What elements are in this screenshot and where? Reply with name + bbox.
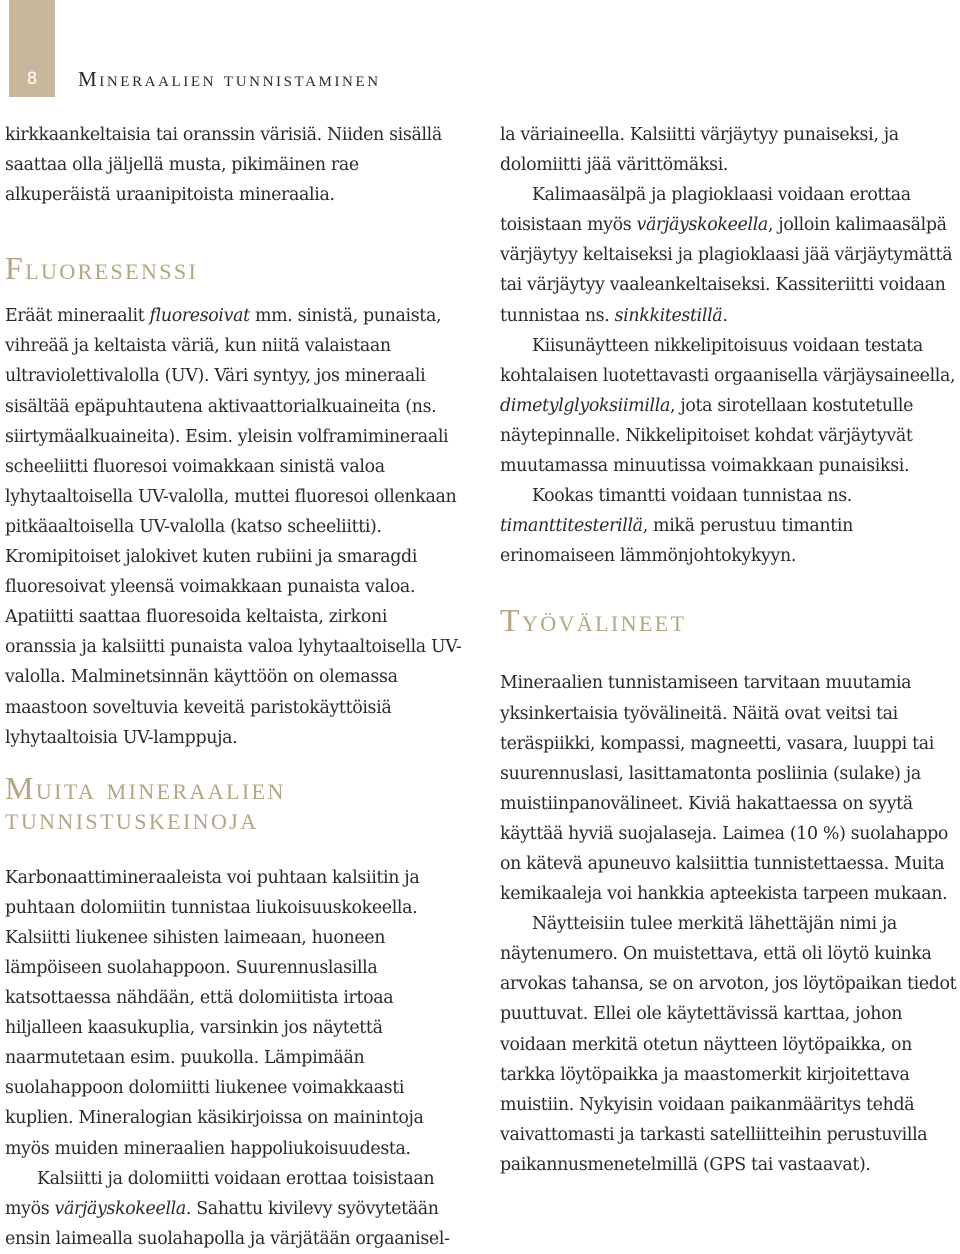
nickel-text-start: Kiisunäytteen nikkelipitoisuus voidaan testata kohtalaisen luotettavasti orgaanisella värjäysaineella, xyxy=(500,335,956,386)
fluorescence-paragraph xyxy=(5,301,463,752)
continuation-paragraph: la väriaineella. Kalsiitti värjäytyy punaiseksi, ja dolomiitti jää värittömäksi. xyxy=(500,125,899,176)
nickel-paragraph xyxy=(500,331,958,481)
feldspar-term: värjäyskokeella xyxy=(636,215,768,236)
feldspar-text-middle: , jolloin kalimaasälpä värjäytyy keltaiseksi ja plagioklaasi jää värjäytymättä tai värjäytyy vaaleankeltaiseksi. Kassiteriitti voidaan tunnistaa ns. xyxy=(500,215,953,326)
staining-paragraph xyxy=(5,1164,463,1254)
section-heading-other-methods xyxy=(5,769,463,836)
heading-line-2: tunnistuskeinoja xyxy=(5,799,259,836)
nickel-text-rest: , jota sirotellaan kostutetulle näytepinnalle. Nikkelipitoiset kohdat värjäytyvät muutamassa minuutissa voimakkaan punaisiksi. xyxy=(500,395,914,477)
diamond-term: timanttitesterillä xyxy=(500,516,643,537)
tools-paragraph: Mineraalien tunnistamiseen tarvitaan muutamia yksinkertaisia työvälineitä. Näitä ovat veitsi tai teräspiikki, kompassi, magneetti, vasara, luuppi tai suurennuslasi, lasittamatonta posliinia (sulake) ja muistiinpanovälineet. Kiviä hakattaessa on syytä käyttää hyviä suojalaseja. Laimea (10 %) suolahappo on kätevä apuneuvo kalsiittia tunnistettaessa. Muita kemikaaleja voi hankkia apteekista tarpeen mukaan. xyxy=(500,673,949,905)
staining-term: värjäyskokeella xyxy=(54,1198,186,1219)
page-number: 8 xyxy=(26,69,38,89)
diamond-text-rest: , mikä perustuu timantin erinomaiseen lämmönjohtokykyyn. xyxy=(500,516,853,567)
running-header-title: Mineraalien tunnistaminen xyxy=(78,67,381,91)
right-column xyxy=(500,120,958,1180)
feldspar-text-start: Kalimaasälpä ja plagioklaasi voidaan erottaa toisistaan myös xyxy=(500,185,911,236)
fluorescence-text-rest: mm. sinistä, punaista, vihreää ja keltaista väriä, kun niitä valaistaan ultraviolettivalolla (UV). Väri syntyy, jos mineraali sisältää epäpuhtautena aktivaattorialkuaineita (ns. siirtymäalkuaineita). Esim. yleisin volframimineraali scheeliitti fluoresoi voimakkaan sinistä valoa lyhytaaltoisella UV-valolla, muttei fluoresoi ollenkaan pitkäaaltoisella UV-valolla (katso scheeliitti). Kromipitoiset jalokivet kuten rubiini ja smaragdi fluoresoivat yleensä voimakkaan punaista valoa. Apatiitti saattaa fluoresoida keltaista, zirkoni oranssia ja kalsiitti punaista valoa lyhytaaltoisella UV-valolla. Malminetsinnän käyttöön on olemassa maastoon soveltuvia keveitä paristokäyttöisiä lyhytaaltoisia UV-lamppuja. xyxy=(5,306,462,748)
fluorescence-text-start: Eräät mineraalit xyxy=(5,306,150,327)
diamond-text-start: Kookas timantti voidaan tunnistaa ns. xyxy=(532,486,852,507)
nickel-term: dimetylglyoksiimilla xyxy=(500,395,670,416)
section-heading-tools: Työvälineet xyxy=(500,602,687,639)
feldspar-paragraph xyxy=(500,180,958,330)
heading-line-1: Muita mineraalien xyxy=(5,769,286,806)
left-column xyxy=(5,120,463,1254)
staining-text-rest: . Sahattu kivilevy syövytetään ensin laimealla suolahapolla ja värjätään orgaanisel- xyxy=(5,1198,450,1249)
fluorescence-term: fluoresoivat xyxy=(149,306,250,327)
page-number-tab xyxy=(9,0,55,97)
solubility-paragraph: Karbonaattimineraaleista voi puhtaan kalsiitin ja puhtaan dolomiitin tunnistaa liukoisuuskokeella. Kalsiitti liukenee sihisten laimeaan, huoneen lämpöiseen suolahappoon. Suurennuslasilla katsottaessa nähdään, että dolomiitista irtoaa hiljalleen kaasukuplia, varsinkin jos näytettä naarmutetaan esim. puukolla. Lämpimään suolahappoon dolomiitti liukenee voimakkaasti kuplien. Mineralogian käsikirjoissa on mainintoja myös muiden mineraalien happoliukoisuudesta. xyxy=(5,867,424,1159)
staining-text-start: Kalsiitti ja dolomiitti voidaan erottaa toisistaan myös xyxy=(5,1168,435,1219)
zinc-test-term: sinkkitestillä xyxy=(614,305,723,326)
feldspar-text-end: . xyxy=(722,305,728,326)
diamond-paragraph xyxy=(500,481,958,571)
intro-paragraph: kirkkaankeltaisia tai oranssin värisiä. Niiden sisällä saattaa olla jäljellä musta, pikimäinen rae alkuperäistä uraanipitoista mineraalia. xyxy=(5,125,442,206)
labeling-paragraph: Näytteisiin tulee merkitä lähettäjän nimi ja näytenumero. On muistettava, että oli löytö kuinka arvokas tahansa, se on arvoton, jos löytöpaikan tiedot puuttuvat. Ellei ole käytettävissä karttaa, johon voidaan merkitä otetun näytteen löytöpaikka, on tarkka löytöpaikka ja maastomerkit kirjoitettava muistiin. Nykyisin voidaan paikanmääritys tehdä vaivattomasti ja tarkasti satelliitteihin perustuvilla paikannusmenetelmillä (GPS tai vastaavat). xyxy=(500,914,957,1175)
section-heading-fluorescence: Fluoresenssi xyxy=(5,250,199,287)
